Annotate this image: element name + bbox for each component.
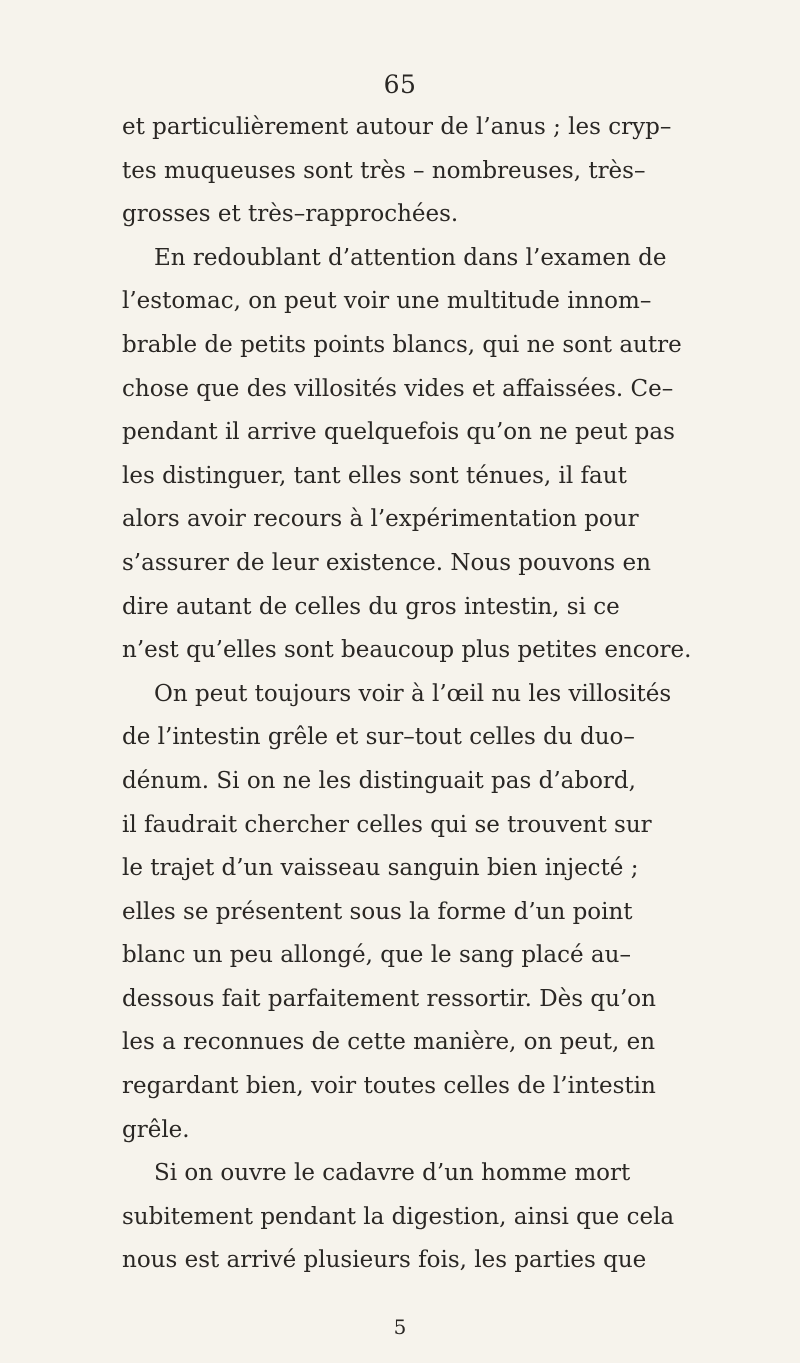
paragraph-start-line: En redoublant d’attention dans l’examen de bbox=[154, 244, 667, 271]
page-number: 65 bbox=[383, 70, 417, 99]
text-line: les a reconnues de cette manière, on peut, en bbox=[122, 1029, 656, 1056]
text-line: pendant il arrive quelquefois qu’on ne peut pas bbox=[122, 419, 675, 446]
text-line: le trajet d’un vaisseau sanguin bien injecté ; bbox=[122, 855, 639, 882]
paragraph-start-line: On peut toujours voir à l’œil nu les villosités bbox=[154, 680, 672, 707]
text-line: dire autant de celles du gros intestin, si ce bbox=[122, 593, 620, 620]
text-line: tes muqueuses sont très – nombreuses, très– bbox=[122, 157, 646, 184]
text-line: brable de petits points blancs, qui ne sont autre bbox=[122, 331, 682, 358]
text-line: l’estomac, on peut voir une multitude innom– bbox=[122, 288, 652, 315]
text-line: blanc un peu allongé, que le sang placé au– bbox=[122, 942, 631, 969]
text-line: grosses et très–rapprochées. bbox=[122, 201, 459, 228]
text-line: subitement pendant la digestion, ainsi que cela bbox=[122, 1203, 675, 1230]
text-line: n’est qu’elles sont beaucoup plus petites encore. bbox=[122, 637, 692, 664]
text-line: nous est arrivé plusieurs fois, les parties que bbox=[122, 1247, 647, 1274]
text-line: dénum. Si on ne les distinguait pas d’abord, bbox=[122, 767, 636, 794]
text-line: regardant bien, voir toutes celles de l’intestin bbox=[122, 1073, 656, 1100]
paragraph-start-line: Si on ouvre le cadavre d’un homme mort bbox=[154, 1160, 631, 1187]
signature-mark: 5 bbox=[393, 1315, 407, 1339]
text-line: de l’intestin grêle et sur–tout celles du duo– bbox=[122, 724, 635, 751]
text-line: elles se présentent sous la forme d’un point bbox=[122, 898, 633, 925]
text-line: les distinguer, tant elles sont ténues, il faut bbox=[122, 462, 627, 489]
text-line: et particulièrement autour de l’anus ; les cryp– bbox=[122, 114, 672, 140]
body-text bbox=[122, 106, 692, 1283]
text-line: il faudrait chercher celles qui se trouvent sur bbox=[122, 811, 652, 838]
text-line: dessous fait parfaitement ressortir. Dès qu’on bbox=[122, 985, 656, 1012]
text-line: grêle. bbox=[122, 1116, 190, 1143]
text-line: alors avoir recours à l’expérimentation pour bbox=[122, 506, 639, 533]
text-line: chose que des villosités vides et affaissées. Ce– bbox=[122, 375, 674, 402]
text-line: s’assurer de leur existence. Nous pouvons en bbox=[122, 549, 651, 576]
